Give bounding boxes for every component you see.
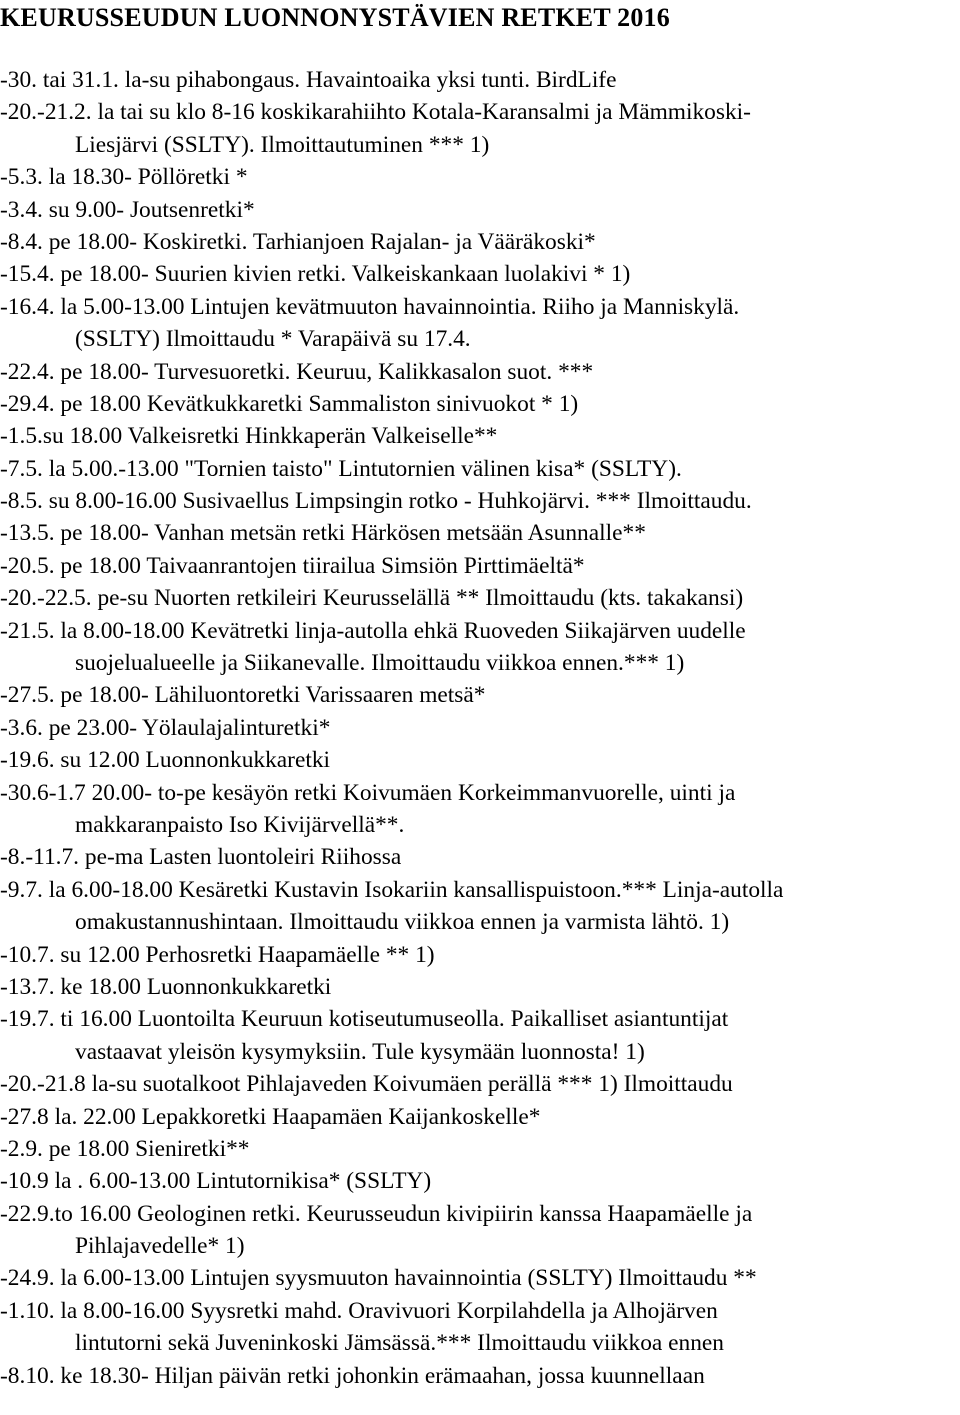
- event-line: -13.5. pe 18.00- Vanhan metsän retki Härkösen metsään Asunnalle**: [0, 520, 646, 547]
- event-entry: [0, 1165, 960, 1197]
- event-line: -3.4. su 9.00- Joutsenretki*: [0, 196, 255, 223]
- event-line: -24.9. la 6.00-13.00 Lintujen syysmuuton havainnointia (SSLTY) Ilmoittaudu **: [0, 1265, 757, 1292]
- event-entry: [0, 1360, 960, 1392]
- event-line: -8.-11.7. pe-ma Lasten luontoleiri Riihossa: [0, 844, 402, 871]
- event-line: -29.4. pe 18.00 Kevätkukkaretki Sammaliston sinivuokot * 1): [0, 390, 579, 417]
- event-line: -30.6-1.7 20.00- to-pe kesäyön retki Koivumäen Korkeimmanvuorelle, uinti ja: [0, 779, 736, 806]
- event-entry: [0, 485, 960, 517]
- event-entry: [0, 841, 960, 873]
- event-entry: [0, 258, 960, 290]
- event-entry: [0, 582, 960, 614]
- event-continuation-line: omakustannushintaan. Ilmoittaudu viikkoa ennen ja varmista lähtö. 1): [75, 909, 730, 936]
- event-entry: [0, 874, 960, 939]
- event-line: -22.4. pe 18.00- Turvesuoretki. Keuruu, Kalikkasalon suot. ***: [0, 358, 594, 385]
- event-continuation-line: Liesjärvi (SSLTY). Ilmoittautuminen *** 1): [75, 131, 490, 158]
- event-entry: [0, 1003, 960, 1068]
- event-entry: [0, 453, 960, 485]
- event-entry: [0, 194, 960, 226]
- event-entry: [0, 517, 960, 549]
- event-line: -15.4. pe 18.00- Suurien kivien retki. Valkeiskankaan luolakivi * 1): [0, 261, 631, 288]
- event-entry: [0, 1198, 960, 1263]
- event-line: -27.8 la. 22.00 Lepakkoretki Haapamäen Kaijankoskelle*: [0, 1103, 541, 1130]
- event-line: -8.4. pe 18.00- Koskiretki. Tarhianjoen Rajalan- ja Vääräkoski*: [0, 228, 596, 255]
- event-entry: [0, 1133, 960, 1165]
- event-entry: [0, 96, 960, 161]
- event-line: -19.7. ti 16.00 Luontoilta Keuruun kotiseutumuseolla. Paikalliset asiantuntijat: [0, 1006, 729, 1033]
- event-line: -27.5. pe 18.00- Lähiluontoretki Varissaaren metsä*: [0, 682, 486, 709]
- event-line: -1.10. la 8.00-16.00 Syysretki mahd. Oravivuori Korpilahdella ja Alhojärven: [0, 1297, 718, 1324]
- event-entry: [0, 971, 960, 1003]
- event-entry: [0, 1101, 960, 1133]
- event-continuation-line: vastaavat yleisön kysymyksiin. Tule kysymään luonnosta! 1): [75, 1038, 645, 1065]
- event-line: -2.9. pe 18.00 Sieniretki**: [0, 1135, 250, 1162]
- event-continuation-line: Pihlajavedelle* 1): [75, 1233, 245, 1260]
- event-line: -21.5. la 8.00-18.00 Kevätretki linja-autolla ehkä Ruoveden Siikajärven uudelle: [0, 617, 746, 644]
- event-entry: [0, 64, 960, 96]
- event-line: -16.4. la 5.00-13.00 Lintujen kevätmuuton havainnointia. Riiho ja Manniskylä.: [0, 293, 740, 320]
- event-line: -1.5.su 18.00 Valkeisretki Hinkkaperän Valkeiselle**: [0, 423, 498, 450]
- event-entry: [0, 1295, 960, 1360]
- event-entry: [0, 291, 960, 356]
- event-entry: [0, 712, 960, 744]
- event-entry: [0, 679, 960, 711]
- event-list: [0, 64, 960, 1392]
- event-line: -5.3. la 18.30- Pöllöretki *: [0, 164, 248, 191]
- event-entry: [0, 939, 960, 971]
- event-line: -20.5. pe 18.00 Taivaanrantojen tiirailua Simsiön Pirttimäeltä*: [0, 552, 585, 579]
- event-line: -7.5. la 5.00.-13.00 "Tornien taisto" Lintutornien välinen kisa* (SSLTY).: [0, 455, 682, 482]
- event-entry: [0, 1068, 960, 1100]
- event-entry: [0, 777, 960, 842]
- event-entry: [0, 420, 960, 452]
- event-entry: [0, 161, 960, 193]
- event-line: -3.6. pe 23.00- Yölaulajalinturetki*: [0, 714, 331, 741]
- event-line: -10.7. su 12.00 Perhosretki Haapamäelle ** 1): [0, 941, 435, 968]
- event-continuation-line: suojelualueelle ja Siikanevalle. Ilmoittaudu viikkoa ennen.*** 1): [75, 650, 685, 677]
- event-entry: [0, 1262, 960, 1294]
- event-line: -30. tai 31.1. la-su pihabongaus. Havaintoaika yksi tunti. BirdLife: [0, 67, 617, 93]
- event-line: -9.7. la 6.00-18.00 Kesäretki Kustavin Isokariin kansallispuistoon.*** Linja-autolla: [0, 876, 784, 903]
- event-line: -20.-21.8 la-su suotalkoot Pihlajaveden Koivumäen perällä *** 1) Ilmoittaudu: [0, 1071, 733, 1098]
- event-entry: [0, 356, 960, 388]
- event-line: -20.-21.2. la tai su klo 8-16 koskikarahiihto Kotala-Karansalmi ja Mämmikoski-: [0, 99, 751, 126]
- event-entry: [0, 615, 960, 680]
- event-entry: [0, 744, 960, 776]
- event-line: -20.-22.5. pe-su Nuorten retkileiri Keurusselällä ** Ilmoittaudu (kts. takakansi): [0, 585, 744, 612]
- event-entry: [0, 226, 960, 258]
- event-continuation-line: (SSLTY) Ilmoittaudu * Varapäivä su 17.4.: [75, 326, 471, 353]
- event-line: -22.9.to 16.00 Geologinen retki. Keurusseudun kivipiirin kanssa Haapamäelle ja: [0, 1200, 753, 1227]
- event-line: -19.6. su 12.00 Luonnonkukkaretki: [0, 747, 331, 774]
- event-line: -8.10. ke 18.30- Hiljan päivän retki johonkin erämaahan, jossa kuunnellaan: [0, 1362, 705, 1389]
- event-line: -13.7. ke 18.00 Luonnonkukkaretki: [0, 973, 332, 1000]
- event-line: -8.5. su 8.00-16.00 Susivaellus Limpsingin rotko - Huhkojärvi. *** Ilmoittaudu.: [0, 488, 752, 515]
- event-entry: [0, 550, 960, 582]
- event-continuation-line: lintutorni sekä Juveninkoski Jämsässä.*** Ilmoittaudu viikkoa ennen: [75, 1330, 724, 1357]
- document-title: KEURUSSEUDUN LUONNONYSTÄVIEN RETKET 2016: [0, 3, 670, 32]
- event-continuation-line: makkaranpaisto Iso Kivijärvellä**.: [75, 811, 405, 838]
- event-line: -10.9 la . 6.00-13.00 Lintutornikisa* (SSLTY): [0, 1168, 432, 1195]
- event-entry: [0, 388, 960, 420]
